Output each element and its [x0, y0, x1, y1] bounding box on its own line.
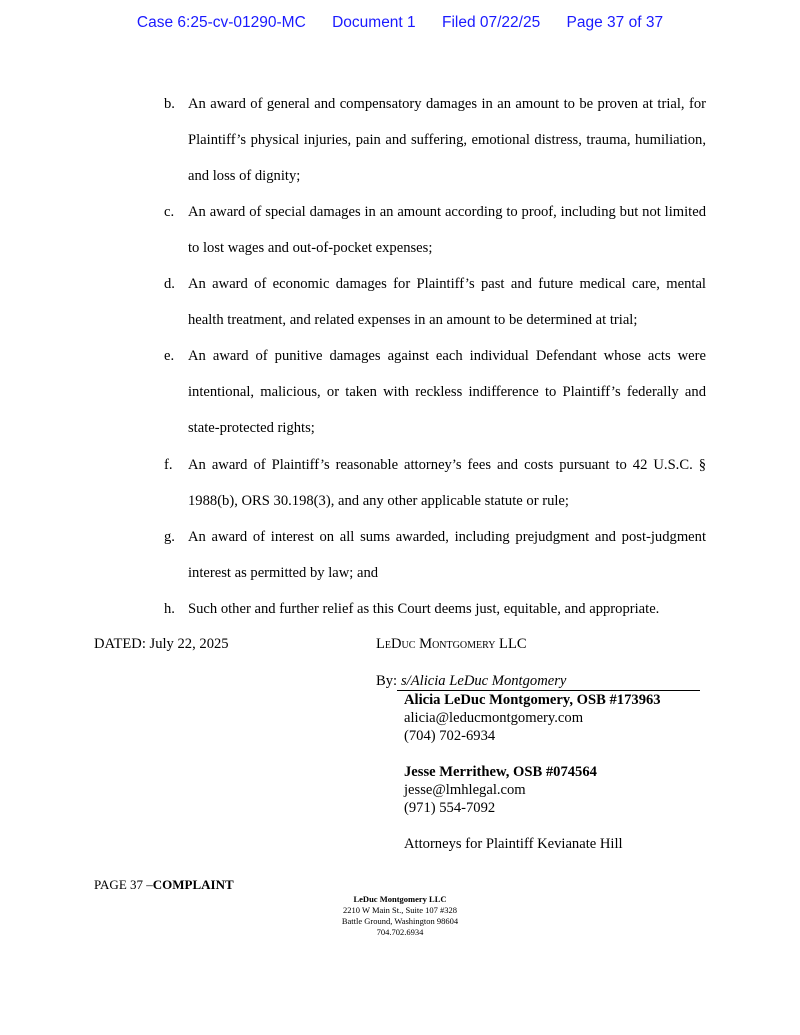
relief-item-c: [164, 194, 706, 266]
footer-page-number: PAGE 37 –: [94, 877, 153, 892]
relief-item-e: [164, 338, 706, 446]
item-text: An award of general and compensatory damages in an amount to be proven at trial, for Plaintiff’s physical injuries, pain and suffering, emotional distress, trauma, humiliation, and loss of dignity;: [188, 96, 706, 184]
item-text: Such other and further relief as this Court deems just, equitable, and appropriate.: [188, 601, 660, 617]
attorney-1-phone: (704) 702-6934: [404, 728, 496, 744]
relief-item-h: [164, 591, 706, 627]
firm-name: LeDuc Montgomery LLC: [376, 636, 527, 652]
footer-address-1: 2210 W Main St., Suite 107 #328: [343, 905, 457, 915]
item-text: An award of punitive damages against each individual Defendant whose acts were intentional, malicious, or taken with reckless indifference to Plaintiff’s federally and state-protected rights;: [188, 348, 706, 436]
item-letter: g.: [164, 529, 175, 545]
attorney-1-name: Alicia LeDuc Montgomery, OSB #173963: [404, 692, 661, 708]
attorney-2-block: [404, 763, 597, 817]
item-letter: f.: [164, 457, 173, 473]
filed-date: Filed 07/22/25: [441, 14, 541, 31]
attorney-2-phone: (971) 554-7092: [404, 800, 496, 816]
ecf-header: [0, 14, 800, 32]
document-number: Document 1: [332, 14, 416, 31]
case-number: Case 6:25-cv-01290-MC: [136, 14, 306, 31]
attorney-2-email: jesse@lmhlegal.com: [404, 782, 526, 798]
attorneys-for: Attorneys for Plaintiff Kevianate Hill: [404, 836, 623, 852]
by-label: By:: [376, 673, 398, 689]
footer-firm-block: [0, 894, 800, 938]
dated-line: DATED: July 22, 2025: [94, 636, 229, 652]
item-letter: b.: [164, 96, 175, 112]
item-text: An award of special damages in an amount according to proof, including but not limited to lost wages and out-of-pocket expenses;: [188, 204, 706, 256]
attorney-2-name: Jesse Merrithew, OSB #074564: [404, 764, 597, 780]
relief-item-d: [164, 266, 706, 338]
item-letter: d.: [164, 276, 175, 292]
attorney-1-email: alicia@leducmontgomery.com: [404, 710, 584, 726]
attorney-1-block: [404, 691, 661, 745]
footer-address-2: Battle Ground, Washington 98604: [341, 916, 459, 926]
item-letter: c.: [164, 204, 175, 220]
footer-phone: 704.702.6934: [376, 927, 424, 937]
item-text: An award of Plaintiff’s reasonable attorney’s fees and costs pursuant to 42 U.S.C. § 1988(b), ORS 30.198(3), and any other applicable statute or rule;: [188, 457, 706, 509]
footer-page-label: [94, 877, 234, 893]
footer-firm-name: LeDuc Montgomery LLC: [353, 894, 447, 904]
item-text: An award of interest on all sums awarded, including prejudgment and post-judgment interest as permitted by law; and: [188, 529, 706, 581]
relief-item-f: [164, 447, 706, 519]
relief-item-b: [164, 86, 706, 194]
item-letter: h.: [164, 601, 175, 617]
item-text: An award of economic damages for Plaintiff’s past and future medical care, mental health treatment, and related expenses in an amount to be determined at trial;: [188, 276, 706, 328]
footer-doc-title: COMPLAINT: [152, 877, 234, 892]
relief-item-g: [164, 519, 706, 591]
page-number: Page 37 of 37: [566, 14, 664, 31]
signature-line: s/Alicia LeDuc Montgomery: [397, 673, 700, 691]
item-letter: e.: [164, 348, 175, 364]
